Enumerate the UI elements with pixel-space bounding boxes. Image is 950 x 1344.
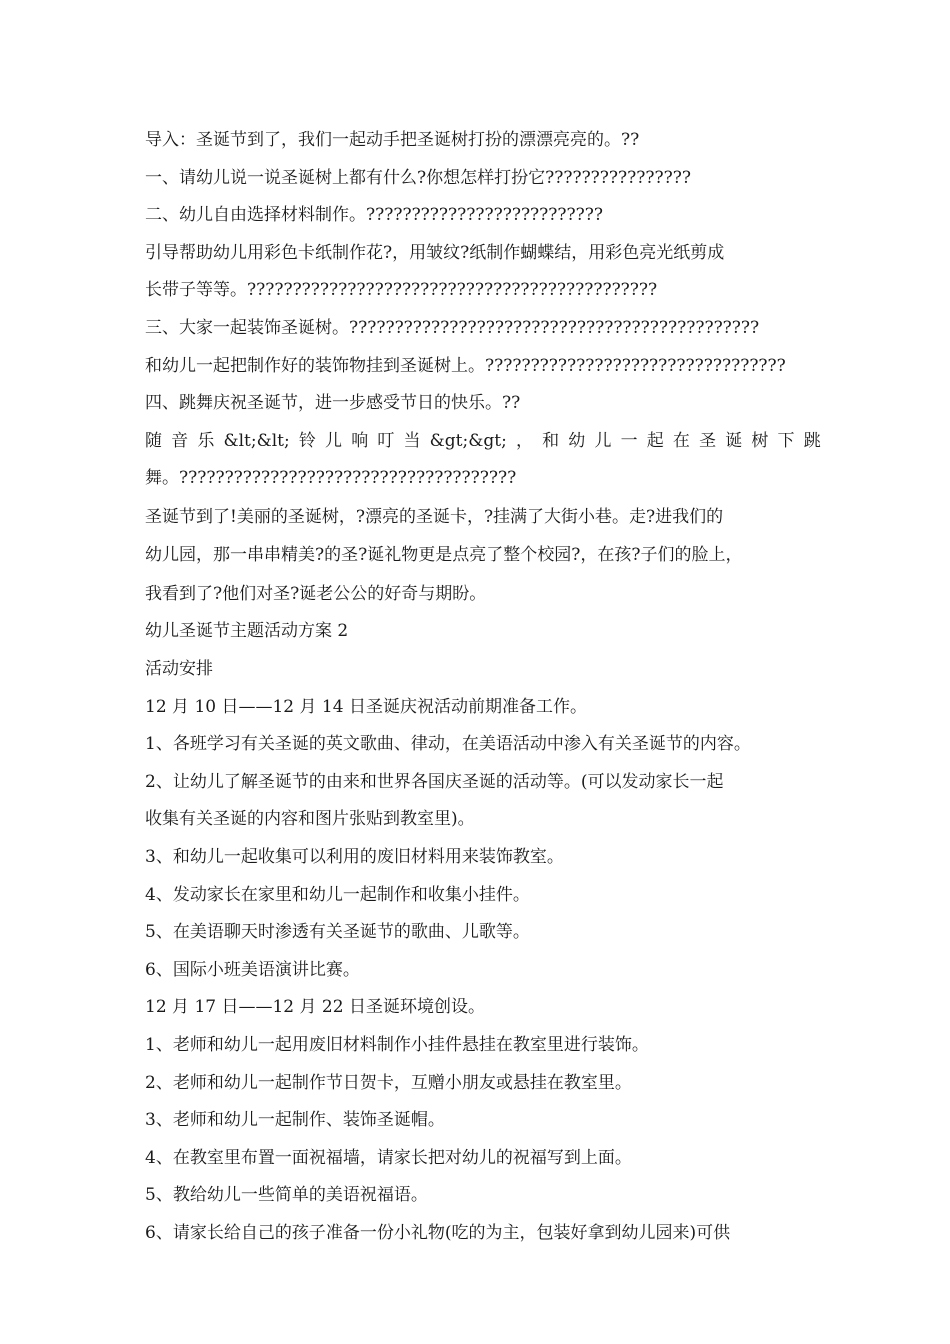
step-two-line: 二、幼儿自由选择材料制作。?????????????????????????? — [145, 205, 603, 226]
env-item-5: 5、教给幼儿一些简单的美语祝福语。 — [145, 1185, 428, 1206]
guide-line-1: 引导帮助幼儿用彩色卡纸制作花?，用皱纹?纸制作蝴蝶结，用彩色亮光纸剪成 — [145, 242, 725, 263]
arrangement-heading: 活动安排 — [145, 659, 213, 680]
char: 下 — [777, 430, 795, 451]
char: 当 — [403, 430, 421, 451]
char: 起 — [646, 430, 664, 451]
char: 儿 — [594, 430, 612, 451]
char: 儿 — [325, 430, 343, 451]
step-four-line: 四、跳舞庆祝圣诞节，进一步感受节日的快乐。?? — [145, 393, 521, 414]
char: ， — [515, 430, 533, 451]
char: 跳 — [803, 430, 821, 451]
char: 幼 — [568, 430, 586, 451]
env-item-4: 4、在教室里布置一面祝福墙，请家长把对幼儿的祝福写到上面。 — [145, 1147, 632, 1168]
prep-item-2a: 2、让幼儿了解圣诞节的由来和世界各国庆圣诞的活动等。(可以发动家长一起 — [145, 771, 724, 792]
document-body — [145, 122, 821, 1253]
closing-line-2: 幼儿园，那一串串精美?的圣?诞礼物更是点亮了整个校园?，在孩?子们的脸上， — [145, 545, 743, 566]
closing-line-1: 圣诞节到了!美丽的圣诞树，?漂亮的圣诞卡，?挂满了大街小巷。走?进我们的 — [145, 506, 724, 527]
step-one-line: 一、请幼儿说一说圣诞树上都有什么?你想怎样打扮它???????????????? — [145, 167, 691, 188]
char: 音 — [171, 430, 189, 451]
prep-item-1: 1、各班学习有关圣诞的英文歌曲、律动，在美语活动中渗入有关圣诞节的内容。 — [145, 734, 751, 755]
period-one-heading: 12 月 10 日——12 月 14 日圣诞庆祝活动前期准备工作。 — [145, 696, 587, 717]
period-two-heading: 12 月 17 日——12 月 22 日圣诞环境创设。 — [145, 997, 485, 1018]
char: 树 — [751, 430, 769, 451]
char: 和 — [542, 430, 560, 451]
step-three-line: 三、大家一起装饰圣诞树。????????????????????????????????????????????? — [145, 317, 760, 338]
intro-line: 导入：圣诞节到了，我们一起动手把圣诞树打扮的漂漂亮亮的。?? — [145, 130, 640, 150]
dance-line-1 — [145, 423, 821, 461]
char: &gt;&gt; — [429, 430, 507, 451]
env-item-1: 1、老师和幼儿一起用废旧材料制作小挂件悬挂在教室里进行装饰。 — [145, 1034, 649, 1055]
prep-item-5: 5、在美语聊天时渗透有关圣诞节的歌曲、儿歌等。 — [145, 922, 530, 943]
char: &lt;&lt; — [223, 430, 290, 451]
section-title: 幼儿圣诞节主题活动方案 2 — [145, 621, 349, 642]
prep-item-3: 3、和幼儿一起收集可以利用的废旧材料用来装饰教室。 — [145, 847, 564, 867]
dance-line-2: 舞。????????????????????????????????????? — [145, 468, 517, 489]
closing-line-3: 我看到了?他们对圣?诞老公公的好奇与期盼。 — [145, 583, 487, 604]
char: 响 — [351, 430, 369, 451]
char: 诞 — [725, 430, 743, 451]
char: 一 — [620, 430, 638, 451]
prep-item-6: 6、国际小班美语演讲比赛。 — [145, 959, 360, 980]
guide-line-2: 长带子等等。????????????????????????????????????????????? — [145, 280, 658, 301]
env-item-2: 2、老师和幼儿一起制作节日贺卡，互赠小朋友或悬挂在教室里。 — [145, 1072, 632, 1093]
env-item-6: 6、请家长给自己的孩子准备一份小礼物(吃的为主，包装好拿到幼儿园来)可供 — [145, 1222, 731, 1243]
char: 乐 — [197, 430, 215, 451]
hang-decor-line: 和幼儿一起把制作好的装饰物挂到圣诞树上。????????????????????????????????? — [145, 355, 786, 376]
char: 在 — [672, 430, 690, 451]
prep-item-4: 4、发动家长在家里和幼儿一起制作和收集小挂件。 — [145, 884, 530, 905]
char: 圣 — [699, 430, 717, 451]
char: 铃 — [298, 430, 316, 451]
env-item-3: 3、老师和幼儿一起制作、装饰圣诞帽。 — [145, 1110, 445, 1131]
prep-item-2b: 收集有关圣诞的内容和图片张贴到教室里)。 — [145, 809, 475, 830]
char: 随 — [145, 430, 162, 451]
char: 叮 — [377, 430, 395, 451]
